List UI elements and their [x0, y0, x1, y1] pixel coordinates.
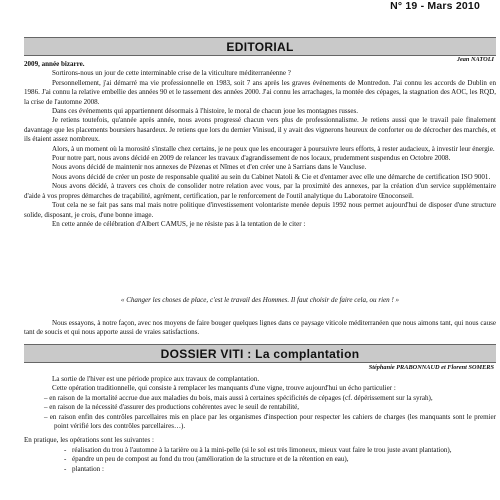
list-item: – en raison enfin des contrôles parcellaires mis en place par les organismes d'inspection pour respecter les cahiers de charges (les manquants sont le premier point vérifié lors des contrôles parcellaires…).	[44, 412, 496, 431]
list-item-text: en raison enfin des contrôles parcellaires mis en place par les organismes d'inspection pour respecter les cahiers de charges (les manquants sont le premier point vérifié lors des contrôles parcellaires…).	[49, 412, 496, 431]
editorial-title: EDITORIAL	[226, 39, 294, 54]
step-item: - réalisation du trou à l'automne à la tarière ou à la mini-pelle (si le sol est très limoneux, mieux vaut faire le trou juste avant plantation),	[64, 445, 452, 454]
dossier-practice: En pratique, les opérations sont les suivantes :	[24, 436, 154, 445]
editorial-paragraph: Dans ces événements qui appartiennent désormais à l'histoire, le moral de chacun joue les montagnes russes.	[52, 107, 358, 116]
editorial-paragraph: Nous avons décidé de créer un poste de responsable qualité au sein du Cabinet Natoli & Cie et d'entamer avec elle une démarche de certification ISO 9001.	[52, 172, 491, 181]
editorial-paragraph: Nous avons décidé, à travers ces choix de consolider notre relation avec vous, par la proximité des annexes, par la création d'un service supplémentaire d'aide à vos propres démarches de traçabilité, agrément, certification, par le renforcement de l'outil analytique du Laboratoire Œnoconseil.	[24, 182, 496, 200]
editorial-paragraph: Pour notre part, nous avons décidé en 2009 de relancer les travaux d'agrandissement de nos locaux, prudemment suspendus en Octobre 2008.	[52, 154, 451, 163]
camus-quote: « Changer les choses de place, c'est le travail des Hommes. Il faut choisir de faire cela, ou rien ! »	[120, 296, 400, 304]
step-item: - plantation :	[64, 464, 104, 473]
editorial-body	[24, 60, 496, 229]
editorial-closing	[24, 319, 496, 338]
step-item: - épandre un peu de compost au fond du trou (amélioration de la structure et de la rétention en eau),	[64, 455, 349, 464]
dossier-intro: Cette opération traditionnelle, qui consiste à remplacer les manquants d'une vigne, trouve aujourd'hui un écho particulier :	[52, 384, 396, 393]
list-item-text: en raison de la mortalité accrue due aux maladies du bois, mais aussi à certaines spécificités de cépages (cf. dépérissement sur la syrah),	[49, 393, 433, 402]
editorial-date-line: 2009, année bizarre.	[24, 60, 85, 68]
editorial-paragraph: Tout cela ne se fait pas sans mal mais notre politique d'investissement volontariste menée depuis 1992 nous permet aujourd'hui de disposer d'une structure solide, disposant, je crois, d'une bonne image.	[24, 201, 496, 219]
editorial-paragraph: Alors, à un moment où la morosité s'installe chez certains, je ne peux que les encourager à poursuivre leurs efforts, à rester audacieux, à investir leur énergie.	[52, 144, 495, 153]
dossier-title: DOSSIER VITI : La complantation	[160, 346, 360, 361]
dossier-body	[24, 375, 496, 474]
editorial-paragraph: Sortirons-nous un jour de cette interminable crise de la viticulture méditerranéenne ?	[52, 69, 291, 78]
list-item: – en raison de la nécessité d'assurer des productions cohérentes avec le seuil de rentabilité,	[44, 403, 300, 412]
editorial-paragraph: Nous avons décidé de maintenir nos annexes de Pézenas et Nîmes et d'en créer une à Sarrians dans le Vaucluse.	[52, 163, 367, 172]
issue-number: N° 19 - Mars 2010	[390, 0, 480, 12]
dossier-byline: Stéphanie PRABONNAUD et Florent SOMERS	[368, 364, 494, 371]
step-text: épandre un peu de compost au fond du trou (amélioration de la structure et de la rétention en eau),	[72, 455, 349, 464]
list-item-text: en raison de la nécessité d'assurer des productions cohérentes avec le seuil de rentabilité,	[49, 403, 300, 412]
step-text: plantation :	[72, 464, 104, 473]
step-text: réalisation du trou à l'automne à la tarière ou à la mini-pelle (si le sol est très limoneux, mieux vaut faire le trou juste avant plantation),	[72, 445, 452, 454]
editorial-banner	[24, 37, 496, 56]
dossier-intro: La sortie de l'hiver est une période propice aux travaux de complantation.	[52, 375, 260, 383]
editorial-paragraph: Nous essayons, à notre façon, avec nos moyens de faire bouger quelques lignes dans ce paysage viticole méditerranéen que nous aimons tant, qui nous cause tant de soucis et qui nous apporte aussi de vraies satisfactions.	[24, 319, 496, 337]
editorial-paragraph: Personnellement, j'ai démarré ma vie professionnelle en 1983, soit 7 ans après les graves événements de Montredon. J'ai connu les accords de Dublin en 1986. J'ai connu la relative embellie des années 90 et le tassement des années 2000. J'ai connu les arrachages, la montée des cépages, la stagnation des AOC, les RQD, la crise de l'automne 2008.	[24, 78, 496, 106]
editorial-byline: Jean NATOLI	[456, 56, 494, 63]
editorial-paragraph: En cette année de célébration d'Albert CAMUS, je ne résiste pas à la tentation de le citer :	[52, 219, 306, 228]
list-item: – en raison de la mortalité accrue due aux maladies du bois, mais aussi à certaines spécificités de cépages (cf. dépérissement sur la syrah),	[44, 393, 433, 402]
dossier-banner	[24, 344, 496, 363]
editorial-paragraph: Je retiens toutefois, qu'année après année, nous avons progressé chacun vers plus de professionnalisme. Je retiens aussi que le travail paie finalement davantage que les placements boursiers hasardeux. Je retiens que lors du dernier Vinisud, il y avait des vignerons heureux de conforter ou de décrocher des marchés, et ils étaient assez nombreux.	[24, 116, 496, 144]
